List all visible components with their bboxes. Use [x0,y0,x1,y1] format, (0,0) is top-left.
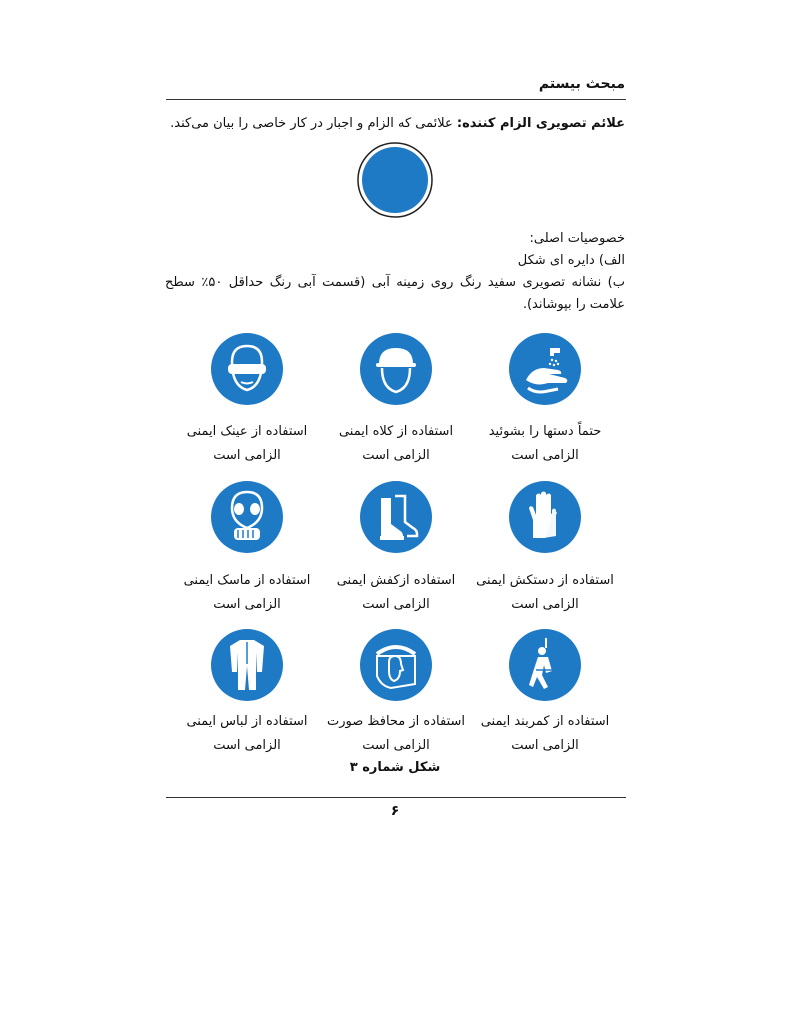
caption-gas-mask [172,569,322,617]
figure-caption: شکل شماره ۳ [349,760,441,775]
caption-wash-hands [470,420,620,468]
intro-paragraph [165,114,625,134]
feature-item-b: ب) نشانه تصویری سفید رنگ روی زمینه آبی (قسمت آبی رنگ حداقل ۵۰٪ سطح علامت را بپوشاند). [165,275,625,312]
protective-clothing-icon [208,626,286,704]
caption-line: استفاده از دستکش ایمنی [476,573,614,588]
wash-hands-icon [506,330,584,408]
intro-term: علائم تصویری الزام کننده: [456,116,625,131]
caption-line: استفاده از کمربند ایمنی [480,714,610,729]
mandatory-sign-sample [356,141,434,219]
caption-line: الزامی است [362,597,430,612]
face-shield-icon [357,626,435,704]
caption-line: الزامی است [213,738,281,753]
caption-line: استفاده از ماسک ایمنی [183,573,311,588]
caption-line: الزامی است [511,448,579,463]
caption-hard-hat [321,420,471,468]
header-rule [166,99,626,100]
caption-line: الزامی است [362,738,430,753]
caption-line: استفاده ازکفش ایمنی [336,573,456,588]
caption-line: استفاده از کلاه ایمنی [338,424,454,439]
safety-goggles-icon [208,330,286,408]
chapter-title: مبحث بیستم [538,76,625,92]
caption-safety-boots [321,569,471,617]
caption-line: الزامی است [362,448,430,463]
feature-item-a: الف) دایره ای شکل [517,253,625,268]
safety-harness-icon [506,626,584,704]
caption-line: الزامی است [511,738,579,753]
gas-mask-icon [208,478,286,556]
hard-hat-icon [357,330,435,408]
features-heading: خصوصیات اصلی: [529,231,625,246]
intro-definition: علائمی که الزام و اجبار در کار خاصی را بیان می‌کند. [170,116,457,131]
caption-line: الزامی است [213,597,281,612]
caption-line: استفاده از عینک ایمنی [186,424,308,439]
caption-safety-goggles [172,420,322,468]
caption-gloves [470,569,620,617]
caption-safety-harness [470,710,620,758]
caption-face-shield [321,710,471,758]
features-list [165,228,625,316]
footer-rule [166,797,626,798]
caption-line: الزامی است [511,597,579,612]
caption-line: استفاده از لباس ایمنی [186,714,308,729]
page-number: ۶ [390,803,400,819]
caption-protective-clothing [172,710,322,758]
caption-line: حتماً دستها را بشوئید [488,424,602,439]
safety-boots-icon [357,478,435,556]
caption-line: الزامی است [213,448,281,463]
caption-line: استفاده از محافظ صورت [327,714,465,729]
gloves-icon [506,478,584,556]
